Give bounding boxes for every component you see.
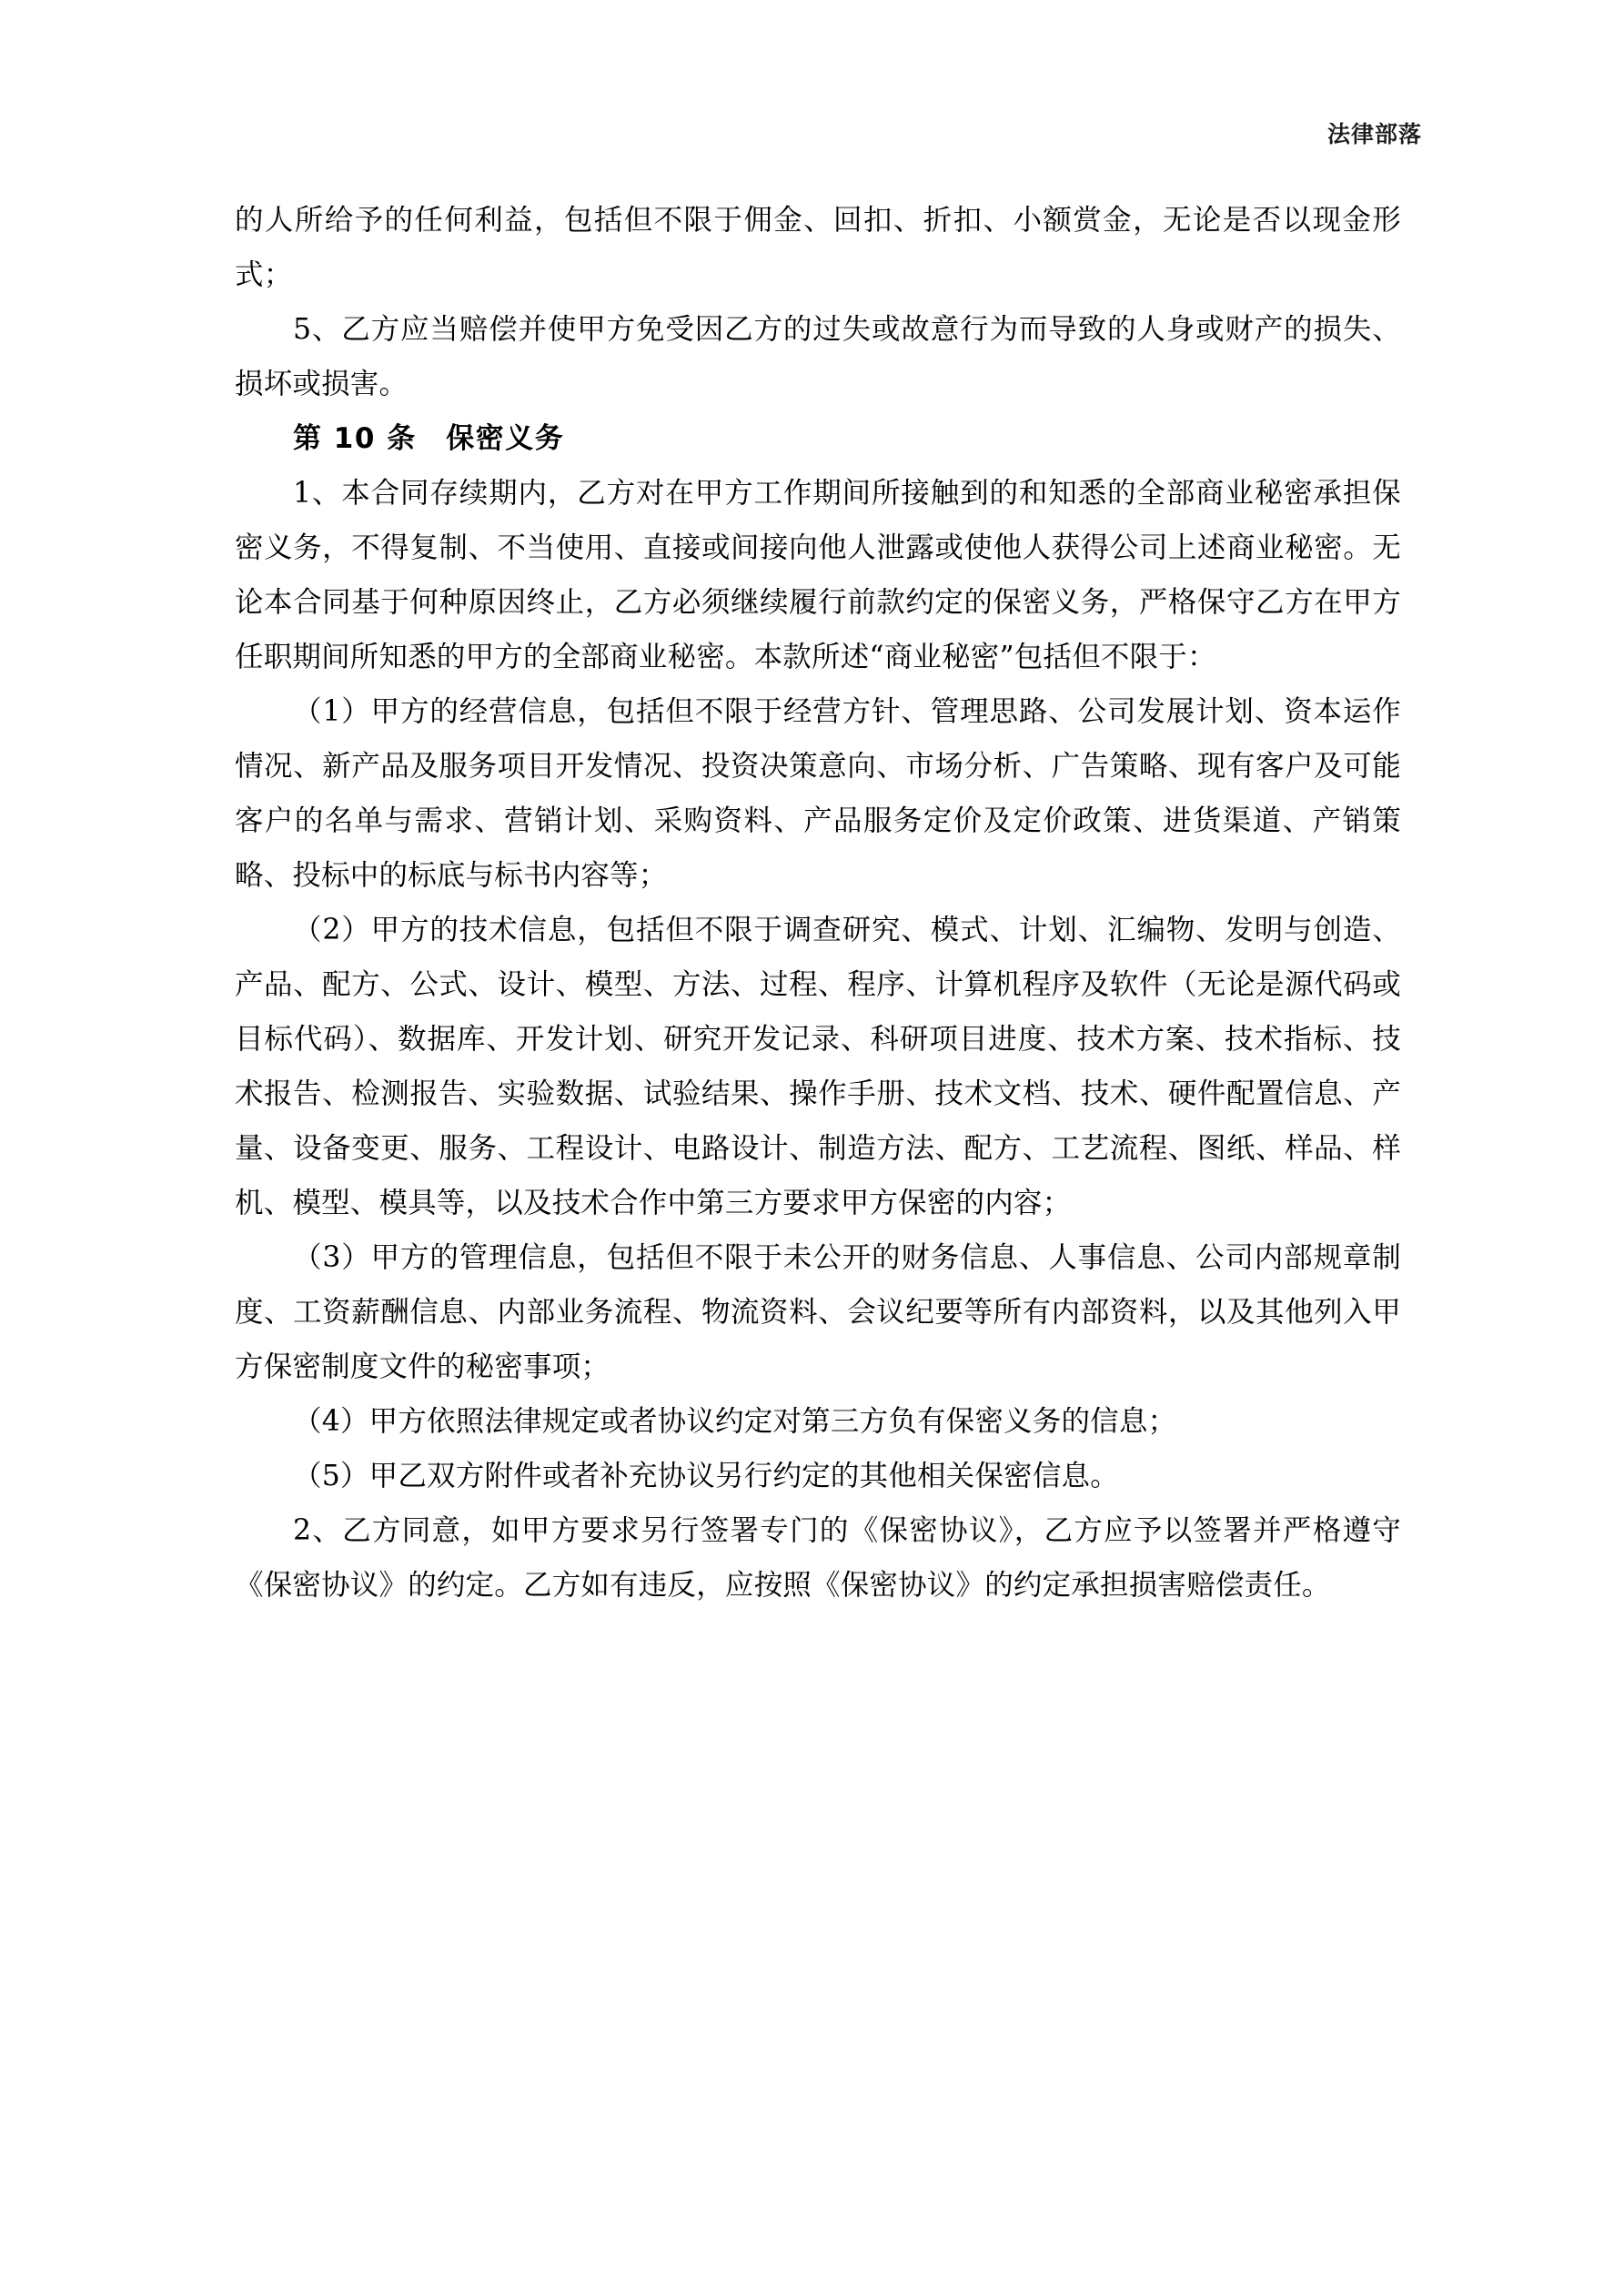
page-header-site-name: 法律部落 — [1326, 121, 1422, 147]
paragraph: （4）甲方依照法律规定或者协议约定对第三方负有保密义务的信息； — [293, 1405, 1177, 1438]
paragraph: 的人所给予的任何利益，包括但不限于佣金、回扣、折扣、小额赏金，无论是否以现金形式； — [235, 204, 1401, 291]
section-heading: 第 10 条 保密义务 — [293, 422, 565, 455]
document-body — [235, 193, 1401, 1613]
paragraph: （5）甲乙双方附件或者补充协议另行约定的其他相关保密信息。 — [293, 1460, 1119, 1492]
paragraph: （2）甲方的技术信息，包括但不限于调查研究、模式、计划、汇编物、发明与创造、产品、配方、公式、设计、模型、方法、过程、程序、计算机程序及软件（无论是源代码或目标代码）、数据库、开发计划、研究开发记录、科研项目进度、技术方案、技术指标、技术报告、检测报告、实验数据、试验结果、操作手册、技术文档、技术、硬件配置信息、产量、设备变更、服务、工程设计、电路设计、制造方法、配方、工艺流程、图纸、样品、样机、模型、模具等，以及技术合作中第三方要求甲方保密的内容； — [235, 914, 1401, 1219]
paragraph: 2、乙方同意，如甲方要求另行签署专门的《保密协议》，乙方应予以签署并严格遵守《保密协议》的约定。乙方如有违反，应按照《保密协议》的约定承担损害赔偿责任。 — [235, 1514, 1401, 1602]
paragraph: （3）甲方的管理信息，包括但不限于未公开的财务信息、人事信息、公司内部规章制度、工资薪酬信息、内部业务流程、物流资料、会议纪要等所有内部资料，以及其他列入甲方保密制度文件的秘密事项； — [235, 1241, 1401, 1383]
paragraph: （1）甲方的经营信息，包括但不限于经营方针、管理思路、公司发展计划、资本运作情况、新产品及服务项目开发情况、投资决策意向、市场分析、广告策略、现有客户及可能客户的名单与需求、营销计划、采购资料、产品服务定价及定价政策、进货渠道、产销策略、投标中的标底与标书内容等； — [235, 695, 1401, 892]
paragraph: 1、本合同存续期内，乙方对在甲方工作期间所接触到的和知悉的全部商业秘密承担保密义务，不得复制、不当使用、直接或间接向他人泄露或使他人获得公司上述商业秘密。无论本合同基于何种原因终止，乙方必须继续履行前款约定的保密义务，严格保守乙方在甲方任职期间所知悉的甲方的全部商业秘密。本款所述“商业秘密”包括但不限于： — [235, 477, 1401, 673]
paragraph: 5、乙方应当赔偿并使甲方免受因乙方的过失或故意行为而导致的人身或财产的损失、损坏或损害。 — [235, 313, 1401, 400]
